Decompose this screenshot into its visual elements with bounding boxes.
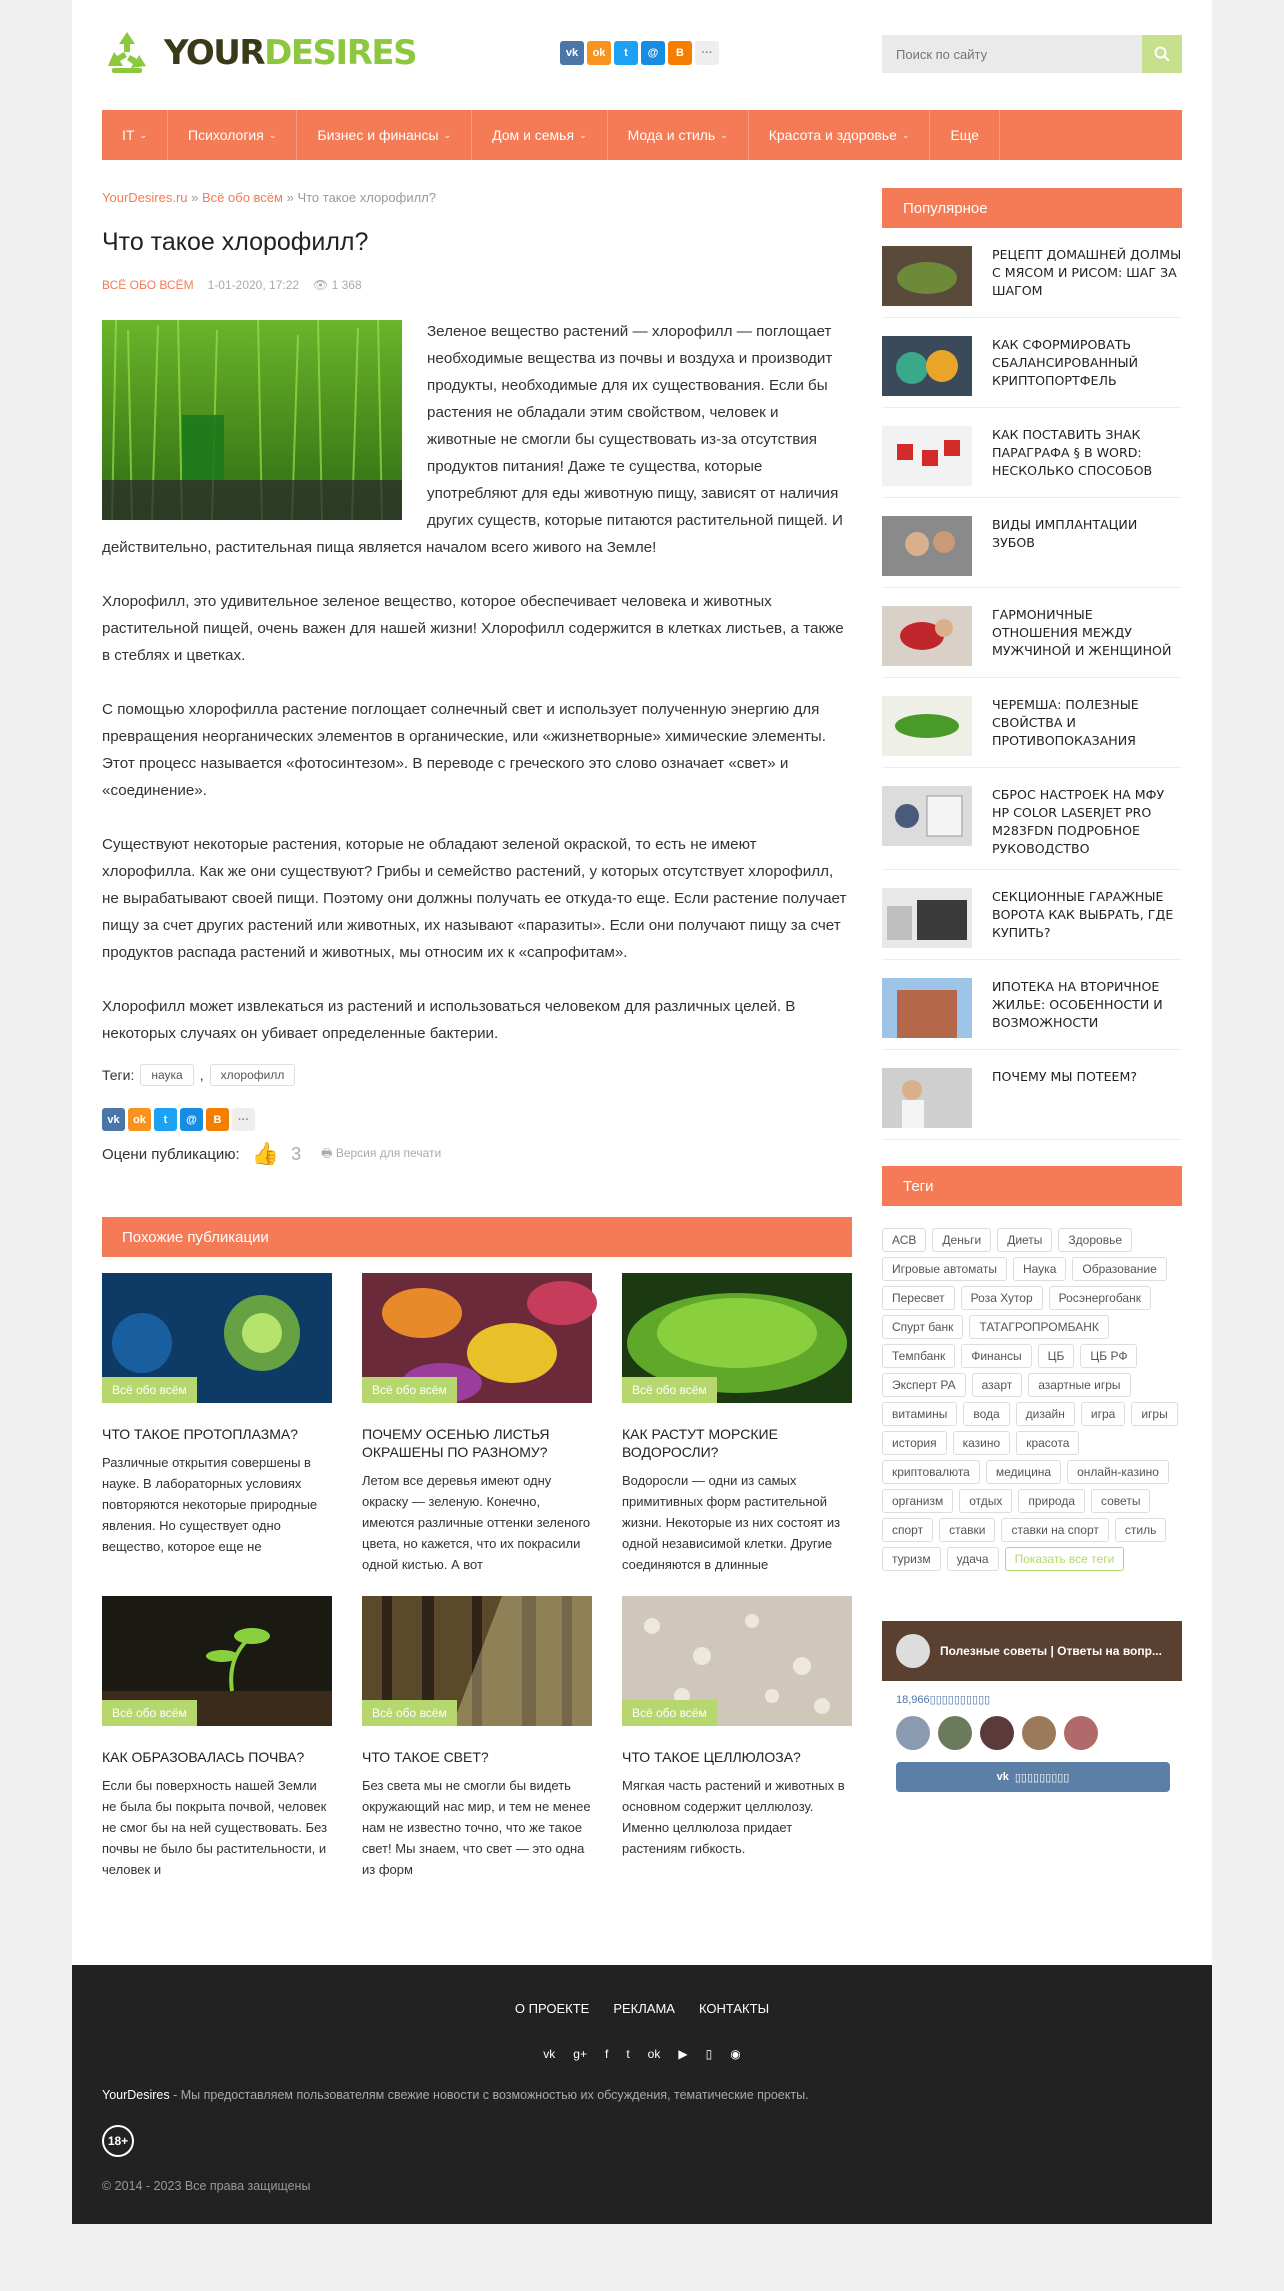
nav-item-fashion[interactable]: Мода и стиль ⌄ (608, 110, 749, 160)
popular-item[interactable] (882, 678, 1182, 768)
copyright: © 2014 - 2023 Все права защищены (102, 2179, 311, 2193)
tag-cloud-item[interactable]: ТАТАГРОПРОМБАНК (969, 1315, 1108, 1339)
popular-thumb[interactable] (882, 336, 972, 396)
related-card[interactable] (102, 1596, 332, 1919)
rss-icon[interactable]: ◉ (730, 2047, 741, 2061)
vk-subscriber-count: 18,966▯▯▯▯▯▯▯▯▯▯ (896, 1694, 991, 1706)
tag-cloud-item[interactable]: советы (1091, 1489, 1150, 1513)
tag-cloud (882, 1228, 1182, 1571)
card-title[interactable]: ПОЧЕМУ ОСЕНЬЮ ЛИСТЬЯ ОКРАШЕНЫ ПО РАЗНОМУ? (362, 1426, 550, 1460)
chevron-down-icon: ⌄ (901, 129, 910, 140)
footer-link-ads[interactable]: РЕКЛАМА (613, 2001, 675, 2016)
rate-count: 3 (291, 1143, 302, 1164)
tag-cloud-item[interactable]: отдых (959, 1489, 1012, 1513)
mailru-icon[interactable]: @ (180, 1108, 203, 1131)
article-meta (102, 278, 852, 292)
header (102, 0, 1182, 110)
popular-item[interactable] (882, 1050, 1182, 1140)
tag-cloud-item[interactable]: Пересвет (882, 1286, 955, 1310)
search-box (882, 35, 1182, 73)
search-input[interactable] (882, 35, 1142, 73)
tag-cloud-item[interactable]: криптовалюта (882, 1460, 980, 1484)
tag-cloud-item[interactable]: азарт (972, 1373, 1023, 1397)
tag-cloud-item[interactable]: ЦБ (1038, 1344, 1075, 1368)
card-excerpt: Различные открытия совершены в науке. В лабораторных условиях повторяются некоторые природные явления. Но существует одно вещество, которое еще не (102, 1455, 318, 1554)
tag-cloud-item[interactable]: Игровые автоматы (882, 1257, 1007, 1281)
ok-icon[interactable]: ok (587, 41, 611, 65)
tag-cloud-item[interactable]: Финансы (961, 1344, 1031, 1368)
popular-title[interactable]: ЧЕРЕМША: ПОЛЕЗНЫЕ СВОЙСТВА И ПРОТИВОПОКАЗАНИЯ (992, 697, 1139, 748)
nav-item-it[interactable]: IT ⌄ (102, 110, 168, 160)
rate-label: Оцени публикацию: (102, 1145, 240, 1163)
vk-icon[interactable]: vk (102, 1108, 125, 1131)
article-paragraph: Существуют некоторые растения, которые не обладают зеленой окраской, то есть не имеют хлорофилла. Как же они существуют? Грибы и семейство растений, у которых отсутствует хлорофилл, не вырабатывают своей пищи. Поэтому они должны получать ее откуда-то еще. Если растение получает пищу за счет других растений или животных, их называют «паразиты». Если они получают пищу за счет продуктов распада растений и животных, мы относим их к «сапрофитам». (102, 836, 847, 961)
recycle-logo-icon (102, 28, 152, 78)
nav-item-beauty[interactable]: Красота и здоровье ⌄ (749, 110, 931, 160)
tag-cloud-item[interactable]: история (882, 1431, 947, 1455)
breadcrumb-category[interactable]: Всё обо всём (202, 190, 283, 205)
footer-social (72, 2047, 1212, 2061)
mailru-icon[interactable]: @ (641, 41, 665, 65)
popular-thumb[interactable] (882, 696, 972, 756)
tag-cloud-item[interactable]: Образование (1072, 1257, 1166, 1281)
popular-thumb[interactable] (882, 786, 972, 846)
popular-thumb[interactable] (882, 606, 972, 666)
article-paragraph: Хлорофилл может извлекаться из растений и использоваться человеком для различных целей. В некоторых случаях он убивает определенные бактерии. (102, 998, 796, 1042)
tag-cloud-item[interactable]: Роза Хутор (961, 1286, 1043, 1310)
card-title[interactable]: ЧТО ТАКОЕ СВЕТ? (362, 1749, 489, 1765)
article-body (102, 318, 852, 1047)
printer-icon: 🖶 (321, 1145, 333, 1160)
popular-item[interactable] (882, 498, 1182, 588)
article-paragraph: Зеленое вещество растений — хлорофилл — поглощает необходимые вещества из почвы и воздуха и производит продукты, необходимые для их существования. Если бы растения не обладали этим свойством, человек и животные не смогли бы существовать из-за отсутствия продуктов питания! Даже те существа, которые употребляют для еды животную пищу, зависят от наличия других существ, которые питаются растительной пищей. И действительно, растительная пища является началом всего живого на Земле! (102, 323, 843, 556)
nav-item-psychology[interactable]: Психология ⌄ (168, 110, 297, 160)
popular-heading: Популярное (882, 188, 1182, 228)
tag-cloud-item[interactable]: красота (1016, 1431, 1079, 1455)
vk-subscribe-button[interactable]: vk ▯▯▯▯▯▯▯▯▯ (896, 1762, 1170, 1792)
logo-text: YOURDESIRES (164, 33, 417, 73)
popular-item[interactable] (882, 408, 1182, 498)
tag-cloud-item[interactable]: удача (947, 1547, 999, 1571)
main-nav (102, 110, 1182, 160)
card-excerpt: Мягкая часть растений и животных в основном содержит целлюлозу. Именно целлюлоза придает растениям гибкость. (622, 1778, 845, 1856)
related-card[interactable] (622, 1596, 852, 1919)
card-excerpt: Если бы поверхность нашей Земли не была бы покрыта почвой, человек не смог бы на ней существовать. Без почвы не было бы растительности, и человек и (102, 1778, 328, 1877)
card-excerpt: Летом все деревья имеют одну окраску — зеленую. Конечно, имеются различные оттенки зеленого цвета, но кажется, что их покрасили одной кистью. А вот (362, 1473, 591, 1572)
tag-cloud-item[interactable]: спорт (882, 1518, 933, 1542)
article-tags: Теги: наука , хлорофилл (102, 1064, 852, 1086)
popular-title[interactable]: СЕКЦИОННЫЕ ГАРАЖНЫЕ ВОРОТА КАК ВЫБРАТЬ, ГДЕ КУПИТЬ? (992, 889, 1174, 940)
avatar[interactable] (938, 1716, 972, 1750)
chevron-down-icon: ⌄ (579, 129, 587, 140)
thumbs-up-icon[interactable]: 👍 (251, 1141, 280, 1166)
card-image[interactable] (622, 1596, 852, 1726)
popular-title[interactable]: КАК СФОРМИРОВАТЬ СБАЛАНСИРОВАННЫЙ КРИПТОПОРТФЕЛЬ (992, 337, 1139, 388)
tag-cloud-item[interactable]: Деньги (932, 1228, 991, 1252)
breadcrumb-home[interactable]: YourDesires.ru (102, 190, 188, 205)
tag-cloud-item[interactable]: природа (1018, 1489, 1085, 1513)
blogger-icon[interactable]: B (668, 41, 692, 65)
tag-cloud-item[interactable]: Эксперт РА (882, 1373, 966, 1397)
card-badge[interactable]: Всё обо всём (362, 1700, 457, 1726)
show-all-tags-button[interactable]: Показать все теги (1005, 1547, 1125, 1571)
tag-link[interactable]: хлорофилл (210, 1064, 296, 1086)
nav-item-home[interactable]: Дом и семья ⌄ (472, 110, 607, 160)
related-card[interactable] (622, 1273, 852, 1596)
youtube-icon[interactable]: ▶ (678, 2047, 688, 2061)
popular-thumb[interactable] (882, 1068, 972, 1128)
card-excerpt: Без света мы не смогли бы видеть окружающий нас мир, и тем не менее нам не известно точно, что же такое свет! Мы знаем, что свет — это одна из форм (362, 1778, 591, 1877)
print-version-link[interactable]: 🖶 Версия для печати (321, 1145, 442, 1160)
article-share-buttons (102, 1108, 852, 1131)
article-paragraph: Хлорофилл, это удивительное зеленое вещество, которое обеспечивает человека и животных растительной пищей, очень важен для нашей жизни! Хлорофилл содержится в клетках листьев, а также в стеблях и цветках. (102, 593, 844, 664)
avatar[interactable] (896, 1716, 930, 1750)
tag-cloud-item[interactable]: витамины (882, 1402, 957, 1426)
tag-link[interactable]: наука (140, 1064, 193, 1086)
tag-cloud-item[interactable]: организм (882, 1489, 953, 1513)
chevron-down-icon: ⌄ (720, 129, 728, 140)
eye-icon: 👁 (313, 278, 329, 292)
community-avatar[interactable] (896, 1634, 930, 1668)
page-title: Что такое хлорофилл? (102, 228, 369, 256)
page-wrapper (72, 0, 1212, 2224)
popular-title[interactable]: КАК ПОСТАВИТЬ ЗНАК ПАРАГРАФА § В WORD: НЕСКОЛЬКО СПОСОБОВ (992, 427, 1153, 478)
footer-description: YourDesires - Мы предоставляем пользователям свежие новости с возможностью их обсуждения, тематические проекты. (102, 2088, 809, 2102)
tag-cloud-item[interactable]: Росэнергобанк (1049, 1286, 1151, 1310)
tag-cloud-item[interactable]: Спурт банк (882, 1315, 963, 1339)
tag-cloud-item[interactable]: медицина (986, 1460, 1061, 1484)
vk-member-avatars (896, 1716, 1182, 1750)
popular-item[interactable] (882, 960, 1182, 1050)
footer (72, 1965, 1212, 2224)
related-grid (102, 1273, 852, 1919)
footer-link-contacts[interactable]: КОНТАКТЫ (698, 2001, 770, 2016)
card-image[interactable] (622, 1273, 852, 1403)
chevron-down-icon: ⌄ (268, 129, 277, 140)
twitter-icon[interactable]: t (154, 1108, 177, 1131)
tag-cloud-item[interactable]: Диеты (997, 1228, 1052, 1252)
nav-item-business[interactable]: Бизнес и финансы ⌄ (297, 110, 472, 160)
card-title[interactable]: КАК РАСТУТ МОРСКИЕ ВОДОРОСЛИ? (622, 1426, 778, 1460)
sidebar (882, 188, 1182, 1801)
top-share-buttons (560, 41, 719, 65)
tag-cloud-item[interactable]: казино (953, 1431, 1011, 1455)
vk-community-widget (882, 1621, 1182, 1801)
popular-item[interactable] (882, 588, 1182, 678)
card-excerpt: Водоросли — одни из самых примитивных форм растительной жизни. Некоторые из них состоят из одной независимой клетки. Другие соединяются в длинные (622, 1473, 841, 1572)
tag-cloud-item[interactable]: азартные игры (1028, 1373, 1130, 1397)
popular-title[interactable]: СБРОС НАСТРОЕК НА МФУ HP COLOR LASERJET PRO M283FDN ПОДРОБНОЕ РУКОВОДСТВО (992, 787, 1165, 856)
twitter-icon[interactable]: t (614, 41, 638, 65)
article-views: 👁 1 368 (313, 278, 362, 292)
popular-thumb[interactable] (882, 978, 972, 1038)
nav-item-more[interactable]: Еще (930, 110, 1000, 160)
vk-icon[interactable]: vk (543, 2047, 556, 2061)
article-paragraph: С помощью хлорофилла растение поглощает солнечный свет и использует полученную энергию для превращения неорганических элементов в органические, или «жизнетворные» химические элементы. Этот процесс называется «фотосинтезом». В переводе с греческого это слово означает «свет» и «соединение». (102, 701, 826, 799)
search-button[interactable] (1142, 35, 1182, 73)
popular-title[interactable]: ВИДЫ ИМПЛАНТАЦИИ ЗУБОВ (992, 517, 1138, 550)
card-badge[interactable]: Всё обо всём (362, 1377, 457, 1403)
twitter-icon[interactable]: t (626, 2047, 630, 2061)
popular-title[interactable]: ГАРМОНИЧНЫЕ ОТНОШЕНИЯ МЕЖДУ МУЖЧИНОЙ И ЖЕНЩИНОЙ (992, 607, 1172, 658)
popular-item[interactable] (882, 318, 1182, 408)
tag-cloud-item[interactable]: стиль (1115, 1518, 1166, 1542)
card-title[interactable]: ЧТО ТАКОЕ ПРОТОПЛАЗМА? (102, 1426, 299, 1442)
tag-cloud-item[interactable]: Темпбанк (882, 1344, 955, 1368)
related-card[interactable] (362, 1273, 592, 1596)
more-icon[interactable]: ··· (232, 1108, 255, 1131)
card-title[interactable]: ЧТО ТАКОЕ ЦЕЛЛЮЛОЗА? (622, 1749, 801, 1765)
ok-icon[interactable]: ok (128, 1108, 151, 1131)
tag-cloud-item[interactable]: ставки (939, 1518, 995, 1542)
article-image (102, 320, 402, 520)
tag-cloud-item[interactable]: туризм (882, 1547, 941, 1571)
vk-icon: vk (996, 1771, 1009, 1783)
vk-widget-header[interactable]: Полезные советы | Ответы на вопр... (882, 1621, 1182, 1681)
popular-title[interactable]: ПОЧЕМУ МЫ ПОТЕЕМ? (992, 1069, 1138, 1084)
avatar[interactable] (980, 1716, 1014, 1750)
card-image[interactable] (102, 1596, 332, 1726)
card-title[interactable]: КАК ОБРАЗОВАЛАСЬ ПОЧВА? (102, 1749, 305, 1765)
vk-icon[interactable]: vk (560, 41, 584, 65)
facebook-icon[interactable]: f (604, 2047, 609, 2061)
card-image[interactable] (362, 1596, 592, 1726)
related-heading: Похожие публикации (102, 1217, 852, 1257)
card-badge[interactable]: Всё обо всём (622, 1700, 717, 1726)
age-rating-badge: 18+ (102, 2125, 134, 2157)
avatar[interactable] (1064, 1716, 1098, 1750)
popular-title[interactable]: РЕЦЕПТ ДОМАШНЕЙ ДОЛМЫ С МЯСОМ И РИСОМ: ШАГ ЗА ШАГОМ (992, 247, 1182, 298)
popular-item[interactable] (882, 768, 1182, 870)
chevron-down-icon: ⌄ (139, 129, 147, 140)
tags-heading: Теги (882, 1166, 1182, 1206)
tags-label: Теги: (102, 1067, 135, 1083)
popular-item[interactable] (882, 228, 1182, 318)
breadcrumb-current: Что такое хлорофилл? (297, 190, 436, 205)
footer-menu (72, 2001, 1212, 2016)
blogger-icon[interactable]: B (206, 1108, 229, 1131)
tag-cloud-item[interactable]: ЦБ РФ (1080, 1344, 1137, 1368)
tag-cloud-item[interactable]: игра (1081, 1402, 1125, 1426)
mobile-icon[interactable]: ▯ (705, 2047, 713, 2061)
search-icon (1154, 46, 1170, 62)
related-card[interactable] (102, 1273, 332, 1596)
avatar[interactable] (1022, 1716, 1056, 1750)
tag-cloud-item[interactable]: АСВ (882, 1228, 926, 1252)
card-badge[interactable]: Всё обо всём (622, 1377, 717, 1403)
tag-cloud-item[interactable]: вода (963, 1402, 1009, 1426)
tag-cloud-item[interactable]: игры (1131, 1402, 1177, 1426)
ok-icon[interactable]: ok (647, 2047, 661, 2061)
tag-cloud-item[interactable]: онлайн-казино (1067, 1460, 1169, 1484)
popular-thumb[interactable] (882, 426, 972, 486)
google-plus-icon[interactable]: g+ (573, 2047, 587, 2061)
main-content (102, 190, 852, 1919)
card-image[interactable] (362, 1273, 592, 1403)
tag-cloud-item[interactable]: дизайн (1016, 1402, 1075, 1426)
article-category[interactable]: ВСЁ ОБО ВСЁМ (102, 278, 194, 292)
breadcrumb: YourDesires.ru » Всё обо всём » Что такое хлорофилл? (102, 190, 436, 205)
chevron-down-icon: ⌄ (443, 129, 452, 140)
article-date: 1-01-2020, 17:22 (207, 278, 300, 292)
tag-cloud-item[interactable]: Здоровье (1058, 1228, 1132, 1252)
popular-item[interactable] (882, 870, 1182, 960)
related-card[interactable] (362, 1596, 592, 1919)
tag-cloud-item[interactable]: Наука (1013, 1257, 1066, 1281)
site-logo[interactable] (102, 26, 416, 80)
tag-cloud-item[interactable]: ставки на спорт (1001, 1518, 1108, 1542)
popular-thumb[interactable] (882, 246, 972, 306)
footer-link-about[interactable]: О ПРОЕКТЕ (514, 2001, 590, 2016)
card-image[interactable] (102, 1273, 332, 1403)
more-icon[interactable]: ··· (695, 41, 719, 65)
card-badge[interactable]: Всё обо всём (102, 1377, 197, 1403)
rating-row (102, 1141, 852, 1167)
popular-thumb[interactable] (882, 888, 972, 948)
card-badge[interactable]: Всё обо всём (102, 1700, 197, 1726)
popular-thumb[interactable] (882, 516, 972, 576)
popular-title[interactable]: ИПОТЕКА НА ВТОРИЧНОЕ ЖИЛЬЕ: ОСОБЕННОСТИ И ВОЗМОЖНОСТИ (992, 979, 1163, 1030)
